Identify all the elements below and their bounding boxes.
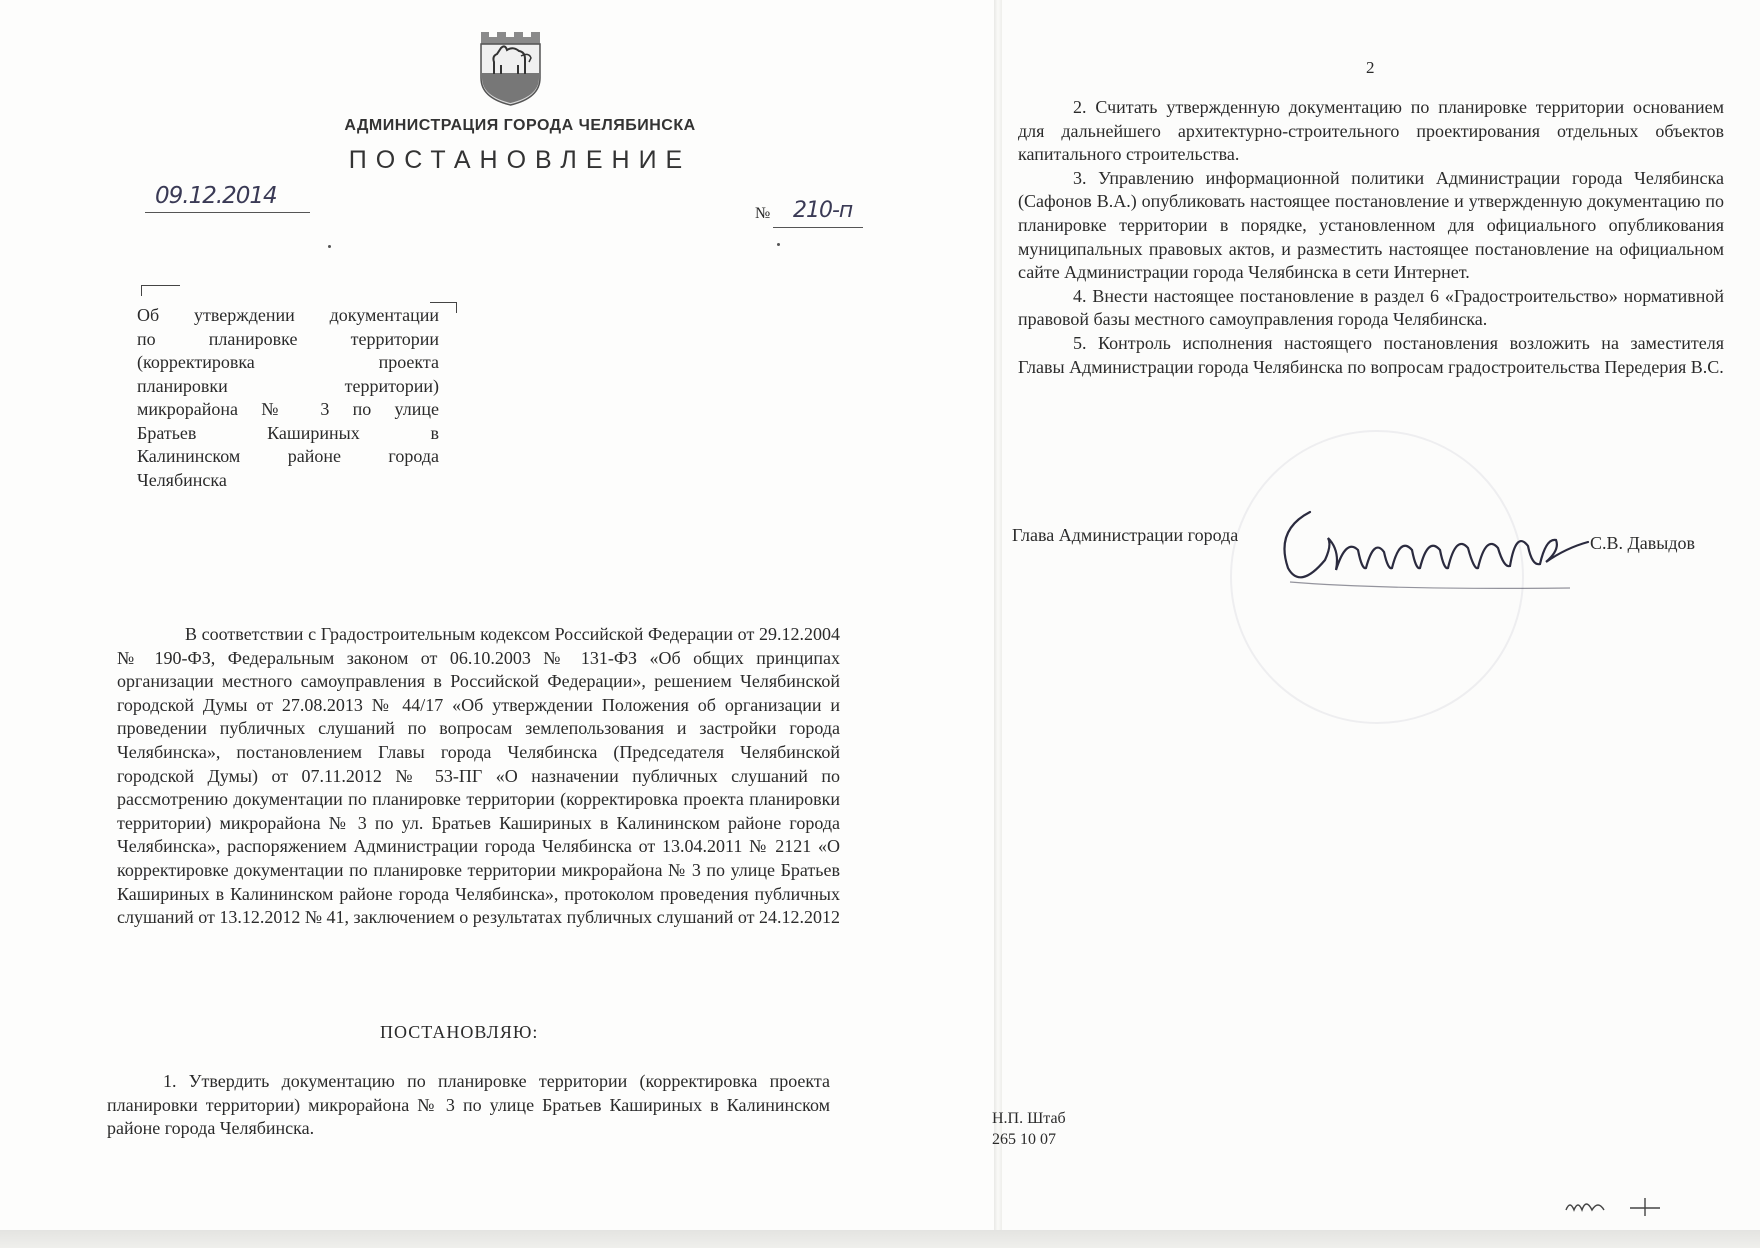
decree-point-4: 4. Внести настоящее постановление в раздел 6 «Градостроительство» нормативной правовой базы местного самоуправления города Челябинска. <box>1018 285 1724 330</box>
organization-name: АДМИНИСТРАЦИЯ ГОРОДА ЧЕЛЯБИНСКА <box>344 117 696 134</box>
page-spine <box>994 0 1002 1230</box>
subject-line: по планировке территории <box>137 328 439 349</box>
decree-points-2-5 <box>1018 96 1724 379</box>
handwritten-signature-icon <box>1270 490 1600 600</box>
date-underline <box>145 212 310 213</box>
number-label: № <box>755 205 771 222</box>
decree-word: ПОСТАНОВЛЯЮ: <box>380 1022 539 1042</box>
executor-name: Н.П. Штаб <box>992 1110 1066 1127</box>
page-number: 2 <box>1366 58 1375 77</box>
signatory-name: С.В. Давыдов <box>1590 533 1696 553</box>
subject-line: (корректировка проекта <box>137 352 439 372</box>
scan-dot <box>328 245 331 248</box>
executor-info <box>992 1108 1066 1150</box>
document-type-title: ПОСТАНОВЛЕНИЕ <box>348 146 692 174</box>
subject-bracket-left <box>141 285 180 296</box>
subject-line: микрорайона № 3 по улице <box>137 399 439 419</box>
subject-line: Об утверждении документации <box>137 305 439 325</box>
executor-phone: 265 10 07 <box>992 1131 1056 1148</box>
subject-line: Братьев Кашириных в <box>137 422 439 443</box>
subject-line: Челябинска <box>137 469 227 490</box>
number-underline <box>773 227 863 228</box>
subject-line: планировки территории) <box>137 375 439 396</box>
decree-point-3: 3. Управлению информационной политики Администрации города Челябинска (Сафонов В.А.) опубликовать настоящее постановление и утвержденную документацию по планировке территории в порядке, установленном для официального опубликования муниципальных правовых актов, и разместить настоящее постановление на официальном сайте Администрации города Челябинска в сети Интернет. <box>1018 167 1724 283</box>
document-number: 210-п <box>793 198 853 223</box>
document-subject <box>137 304 439 492</box>
signatory-title: Глава Администрации города <box>1012 525 1239 545</box>
scan-dot <box>777 243 780 246</box>
decree-point-5: 5. Контроль исполнения настоящего постановления возложить на заместителя Главы Администрации города Челябинска по вопросам градостроительства Передерия В.С. <box>1018 332 1724 377</box>
subject-line: Калининском районе города <box>137 446 439 466</box>
chelyabinsk-coat-of-arms-icon <box>477 28 547 108</box>
handwritten-corner-mark-icon <box>1560 1190 1670 1220</box>
scan-bottom-edge <box>0 1230 1760 1248</box>
document-date: 09.12.2014 <box>155 183 277 209</box>
decree-point-2: 2. Считать утвержденную документацию по планировке территории основанием для дальнейшего архитектурно-строительного проектирования отдельных объектов капитального строительства. <box>1018 97 1724 165</box>
decree-point-1: 1. Утвердить документацию по планировке территории (корректировка проекта планировки территории) микрорайона № 3 по улице Братьев Кашириных в Калининском районе города Челябинска. <box>107 1071 830 1139</box>
preamble-paragraph: В соответствии с Градостроительным кодексом Российской Федерации от 29.12.2004 № 190-ФЗ, Федеральным законом от 06.10.2003 № 131-ФЗ «Об общих принципах организации местного самоуправления в Российской Федерации», решением Челябинской городской Думы от 27.08.2013 № 44/17 «Об утверждении Положения об организации и проведении публичных слушаний по вопросам землепользования и застройки города Челябинска», постановлением Главы города Челябинска (Председателя Челябинской городской Думы) от 07.11.2012 № 53-ПГ «О назначении публичных слушаний по рассмотрению документации по планировке территории (корректировка проекта планировки территории) микрорайона № 3 по ул. Братьев Кашириных в Калининском районе города Челябинска», распоряжением Администрации города Челябинска от 13.04.2011 № 2121 «О корректировке документации по планировке территории микрорайона № 3 по улице Братьев Кашириных в Калининском районе города Челябинска», протоколом проведения публичных слушаний от 13.12.2012 № 41, заключением о результатах публичных слушаний от 24.12.2012 <box>117 624 840 928</box>
